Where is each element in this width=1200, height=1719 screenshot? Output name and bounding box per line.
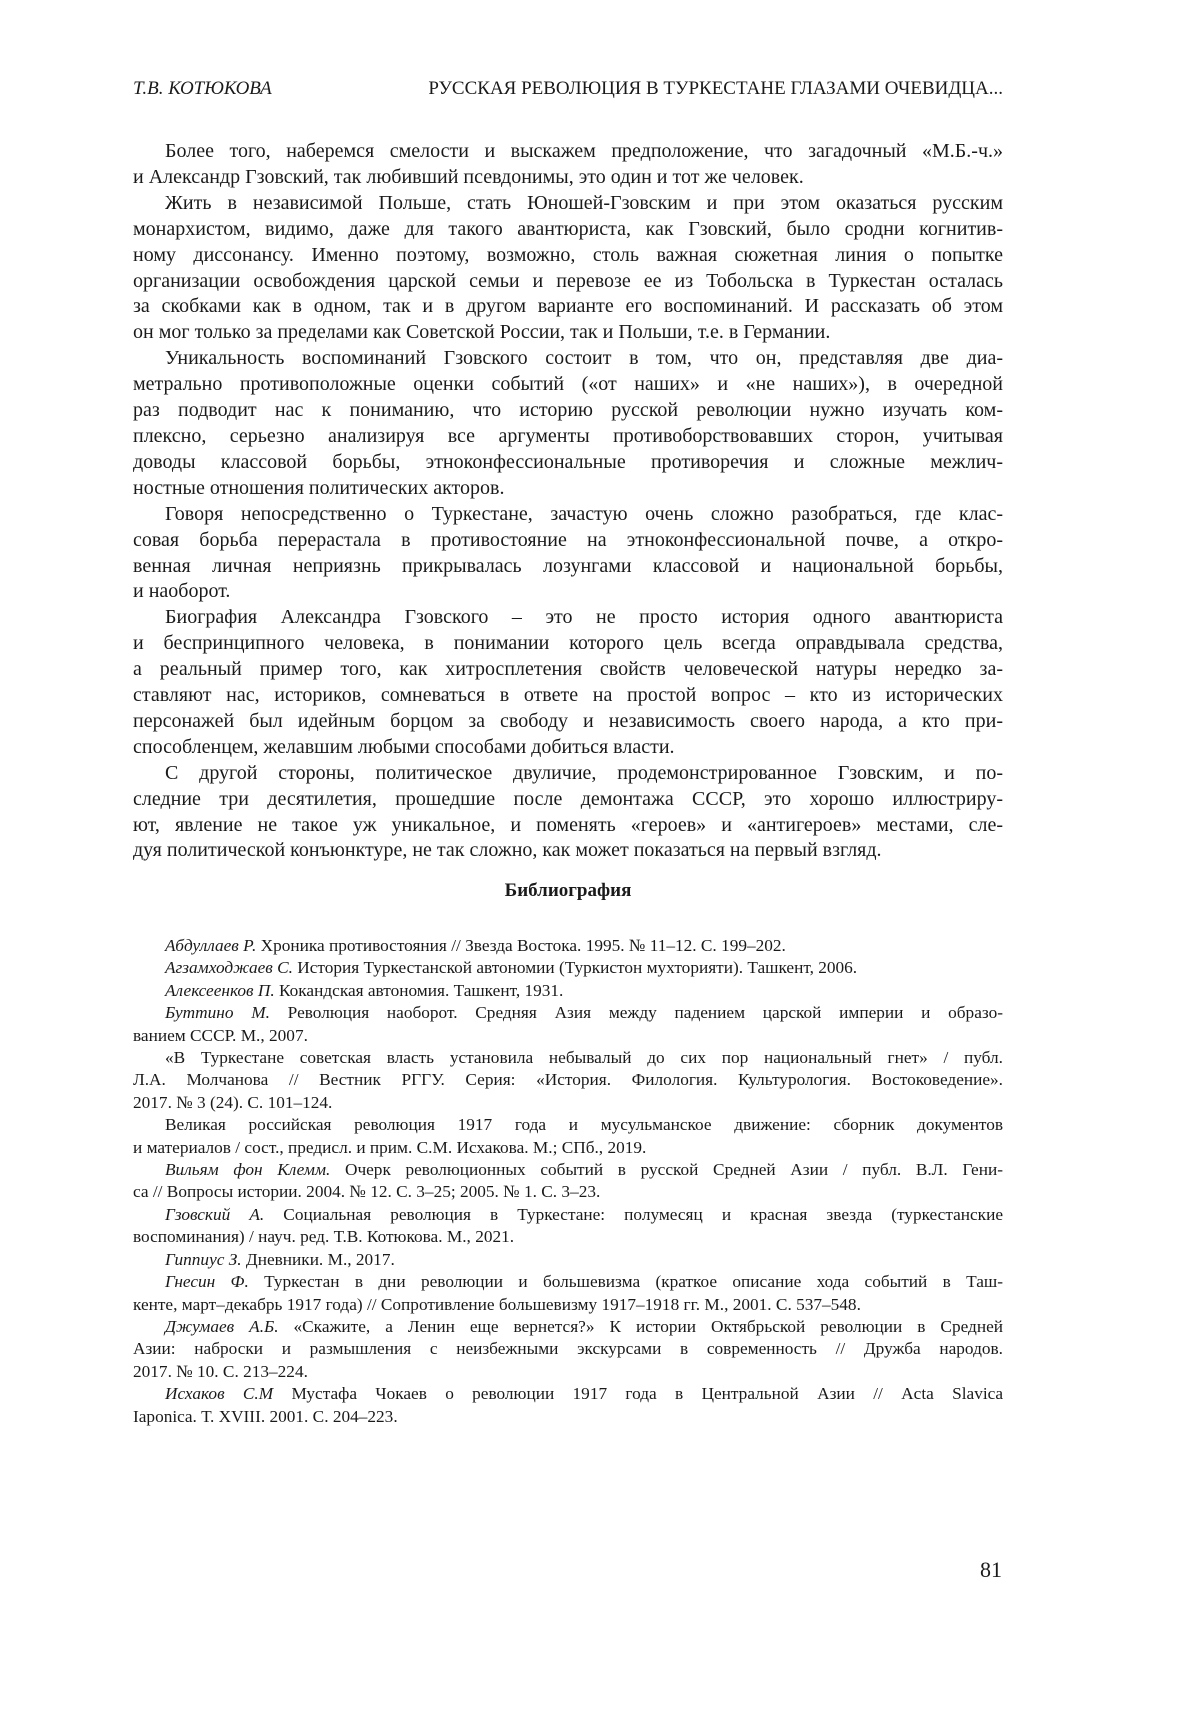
bibliography-line — [133, 1294, 1003, 1316]
bibliography-text: «В Туркестане советская власть установила небывалый до сих пор национальный гнет» / публ. — [165, 1048, 1003, 1067]
bibliography-line — [133, 1271, 1003, 1293]
bibliography-entry — [133, 980, 1003, 1002]
bibliography-line — [133, 1137, 1003, 1159]
bibliography-line — [133, 1114, 1003, 1136]
header-running-title: РУССКАЯ РЕВОЛЮЦИЯ В ТУРКЕСТАНЕ ГЛАЗАМИ ОЧЕВИДЦА... — [428, 78, 1003, 100]
bibliography-line — [133, 1226, 1003, 1248]
article-body — [133, 139, 1003, 864]
bibliography-text: Революция наоборот. Средняя Азия между падением царской империи и образо- — [270, 1003, 1003, 1022]
bibliography-line — [133, 1181, 1003, 1203]
header-author: Т.В. КОТЮКОВА — [133, 78, 272, 100]
bibliography-author: Буттино М. — [165, 1003, 270, 1022]
bibliography-author: Абдуллаев Р. — [165, 936, 256, 955]
bibliography-text: кенте, март–декабрь 1917 года) // Сопротивление большевизму 1917–1918 гг. М., 2001. С. 537–548. — [133, 1295, 861, 1314]
bibliography-line — [133, 1002, 1003, 1024]
paragraph-line: плексно, серьезно анализируя все аргументы противоборствовавших сторон, учитывая — [133, 424, 1003, 450]
paragraph-line: ному диссонансу. Именно поэтому, возможно, столь важная сюжетная линия о попытке — [133, 243, 1003, 269]
bibliography-line — [133, 1159, 1003, 1181]
bibliography-entry — [133, 1204, 1003, 1249]
bibliography-entry — [133, 1271, 1003, 1316]
bibliography-text: Социальная революция в Туркестане: полумесяц и красная звезда (туркестанские — [264, 1205, 1003, 1224]
paragraph-line: ставляют нас, историков, сомневаться в ответе на простой вопрос – кто из исторических — [133, 683, 1003, 709]
paragraph-line: Биография Александра Гзовского – это не просто история одного авантюриста — [133, 605, 1003, 631]
paragraph — [133, 191, 1003, 346]
paragraph — [133, 346, 1003, 501]
bibliography-line — [133, 1204, 1003, 1226]
bibliography-text: Мустафа Чокаев о революции 1917 года в Центральной Азии // Acta Slavica — [273, 1384, 1003, 1403]
bibliography-author: Джумаев А.Б. — [165, 1317, 279, 1336]
bibliography-heading: Библиография — [133, 880, 1003, 902]
bibliography-text: ванием СССР. М., 2007. — [133, 1026, 308, 1045]
bibliography-text: Туркестан в дни революции и большевизма (краткое описание хода событий в Таш- — [249, 1272, 1003, 1291]
paragraph — [133, 605, 1003, 760]
paragraph-line: доводы классовой борьбы, этноконфессиональные противоречия и сложные межлич- — [133, 450, 1003, 476]
page-number: 81 — [980, 1557, 1002, 1583]
paragraph-line: метрально противоположные оценки событий («от наших» и «не наших»), в очередной — [133, 372, 1003, 398]
bibliography-line — [133, 935, 1003, 957]
paragraph-line: и беспринципного человека, в понимании которого цель всегда оправдывала средства, — [133, 631, 1003, 657]
paragraph-line: персонажей был идейным борцом за свободу и независимость своего народа, а кто при- — [133, 709, 1003, 735]
paragraph-line: совая борьба перерастала в противостояние на этноконфессиональной почве, а откро- — [133, 528, 1003, 554]
paragraph-line: венная личная неприязнь прикрывалась лозунгами классовой и национальной борьбы, — [133, 554, 1003, 580]
paragraph-line: дуя политической конъюнктуре, не так сложно, как может показаться на первый взгляд. — [133, 838, 1003, 864]
paragraph-line: следние три десятилетия, прошедшие после демонтажа СССР, это хорошо иллюстриру- — [133, 787, 1003, 813]
bibliography-entry — [133, 1249, 1003, 1271]
bibliography-author: Гиппиус З. — [165, 1250, 242, 1269]
bibliography-author: Агзамходжаев С. — [165, 958, 293, 977]
bibliography-text: и материалов / сост., предисл. и прим. С.М. Исхакова. М.; СПб., 2019. — [133, 1138, 646, 1157]
bibliography-author: Алексеенков П. — [165, 981, 275, 1000]
paragraph-line: раз подводит нас к пониманию, что историю русской революции нужно изучать ком- — [133, 398, 1003, 424]
paragraph-line: ностные отношения политических акторов. — [133, 476, 1003, 502]
bibliography-line — [133, 1361, 1003, 1383]
paragraph-line: и Александр Гзовский, так любивший псевдонимы, это один и тот же человек. — [133, 165, 1003, 191]
bibliography-line — [133, 1069, 1003, 1091]
bibliography-text: Iaponica. Т. XVIII. 2001. С. 204–223. — [133, 1407, 398, 1426]
paragraph-line: С другой стороны, политическое двуличие, продемонстрированное Гзовским, и по- — [133, 761, 1003, 787]
paragraph-line: способленцем, желавшим любыми способами добиться власти. — [133, 735, 1003, 761]
bibliography-line — [133, 1316, 1003, 1338]
bibliography-entry — [133, 1316, 1003, 1383]
bibliography-entry — [133, 957, 1003, 979]
paragraph-line: Жить в независимой Польше, стать Юношей-Гзовским и при этом оказаться русским — [133, 191, 1003, 217]
bibliography-line — [133, 980, 1003, 1002]
bibliography-entry — [133, 935, 1003, 957]
bibliography-text: Великая российская революция 1917 года и мусульманское движение: сборник документов — [165, 1115, 1003, 1134]
bibliography-line — [133, 1338, 1003, 1360]
bibliography-line — [133, 1025, 1003, 1047]
bibliography-line — [133, 1249, 1003, 1271]
bibliography-entry — [133, 1383, 1003, 1428]
bibliography-text: 2017. № 10. С. 213–224. — [133, 1362, 308, 1381]
bibliography-text: Очерк революционных событий в русской Средней Азии / публ. В.Л. Гени- — [330, 1160, 1003, 1179]
paragraph-line: и наоборот. — [133, 579, 1003, 605]
paragraph — [133, 502, 1003, 606]
paragraph-line: Более того, наберемся смелости и выскажем предположение, что загадочный «М.Б.-ч.» — [133, 139, 1003, 165]
paragraph-line: монархистом, видимо, даже для такого авантюриста, как Гзовский, было сродни когнитив- — [133, 217, 1003, 243]
bibliography-author: Вильям фон Клемм. — [165, 1160, 330, 1179]
bibliography-author: Гзовский А. — [165, 1205, 264, 1224]
bibliography-author: Исхаков С.М — [165, 1384, 273, 1403]
paragraph-line: Уникальность воспоминаний Гзовского состоит в том, что он, представляя две диа- — [133, 346, 1003, 372]
bibliography-author: Гнесин Ф. — [165, 1272, 249, 1291]
bibliography-entry — [133, 1047, 1003, 1114]
paragraph-line: ют, явление не такое уж уникальное, и поменять «героев» и «антигероев» местами, сле- — [133, 813, 1003, 839]
paragraph-line: за скобками как в одном, так и в другом варианте его воспоминаний. И рассказать об этом — [133, 294, 1003, 320]
bibliography-text: «Скажите, а Ленин еще вернется?» К истории Октябрьской революции в Средней — [279, 1317, 1003, 1336]
paragraph-line: он мог только за пределами как Советской России, так и Польши, т.е. в Германии. — [133, 320, 1003, 346]
bibliography-line — [133, 957, 1003, 979]
paragraph — [133, 761, 1003, 865]
paragraph-line: Говоря непосредственно о Туркестане, зачастую очень сложно разобраться, где клас- — [133, 502, 1003, 528]
bibliography-text: Кокандская автономия. Ташкент, 1931. — [275, 981, 564, 1000]
bibliography-line — [133, 1383, 1003, 1405]
bibliography-line — [133, 1092, 1003, 1114]
bibliography-entry — [133, 1159, 1003, 1204]
bibliography-text: 2017. № 3 (24). С. 101–124. — [133, 1093, 332, 1112]
paragraph — [133, 139, 1003, 191]
bibliography-text: Л.А. Молчанова // Вестник РГГУ. Серия: «История. Филология. Культурология. Востоковедение». — [133, 1070, 1003, 1089]
bibliography-entry — [133, 1002, 1003, 1047]
bibliography-list — [133, 935, 1003, 1428]
bibliography-line — [133, 1406, 1003, 1428]
bibliography-text: Хроника противостояния // Звезда Востока. 1995. № 11–12. С. 199–202. — [256, 936, 786, 955]
paragraph-line: организации освобождения царской семьи и перевозе ее из Тобольска в Туркестан осталась — [133, 269, 1003, 295]
bibliography-text: воспоминания) / науч. ред. Т.В. Котюкова. М., 2021. — [133, 1227, 514, 1246]
bibliography-line — [133, 1047, 1003, 1069]
bibliography-text: са // Вопросы истории. 2004. № 12. С. 3–25; 2005. № 1. С. 3–23. — [133, 1182, 600, 1201]
running-header — [133, 78, 1003, 104]
bibliography-entry — [133, 1114, 1003, 1159]
paragraph-line: а реальный пример того, как хитросплетения свойств человеческой натуры нередко за- — [133, 657, 1003, 683]
bibliography-text: Дневники. М., 2017. — [242, 1250, 395, 1269]
bibliography-text: Азии: наброски и размышления с неизбежными экскурсами в современность // Дружба народов. — [133, 1339, 1003, 1358]
bibliography-text: История Туркестанской автономии (Туркистон мухторияти). Ташкент, 2006. — [293, 958, 857, 977]
